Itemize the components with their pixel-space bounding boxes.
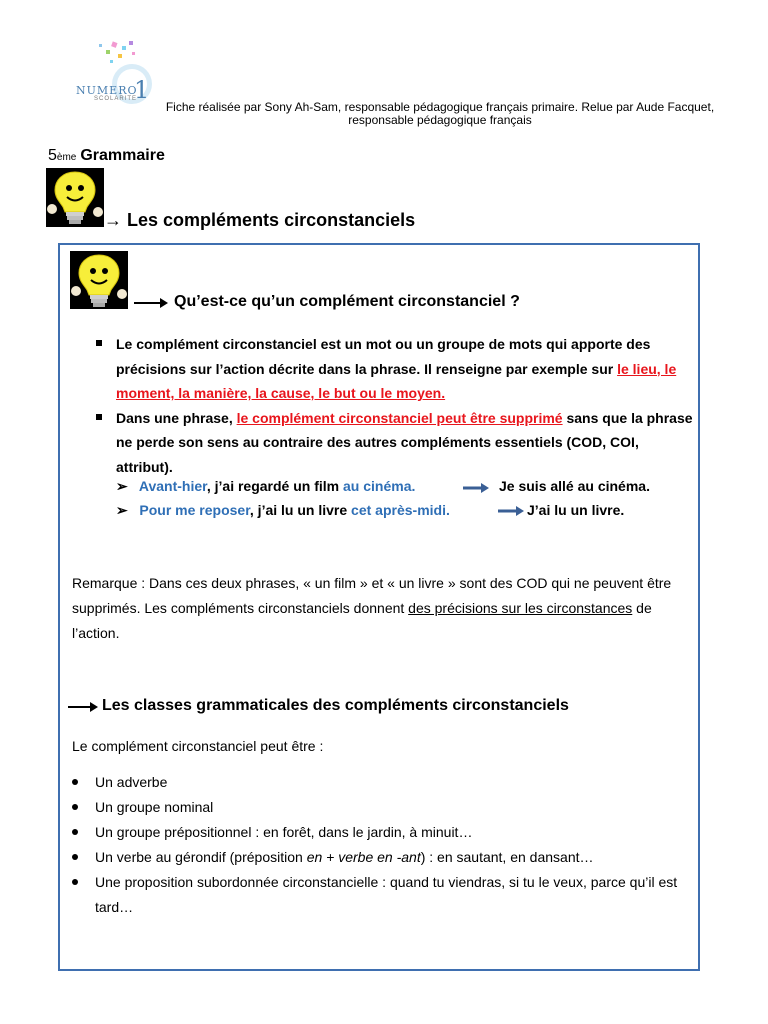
- list-item: Un verbe au gérondif (préposition en + verbe en -ant) : en sautant, en dansant…: [72, 845, 692, 870]
- remark-underlined: des précisions sur les circonstances: [408, 600, 633, 616]
- example-row: [116, 478, 415, 495]
- example-row: [116, 502, 450, 519]
- title-arrow: →: [104, 210, 122, 230]
- example-middle: , j’ai lu un livre: [249, 502, 352, 518]
- example-cc: cet après-midi.: [351, 502, 450, 518]
- list-item: [96, 406, 696, 480]
- example-cc: Pour me reposer: [139, 502, 250, 518]
- lightbulb-icon: [70, 251, 128, 309]
- level-label: [48, 147, 165, 165]
- example-result: J’ai lu un livre.: [527, 502, 625, 518]
- section1-heading-text: Qu’est-ce qu’un complément circonstanciel ?: [174, 293, 520, 310]
- logo-number: 1: [134, 76, 150, 104]
- arrow-right-icon: [463, 483, 489, 493]
- example-cc: au cinéma.: [343, 478, 416, 494]
- definition-list: [96, 332, 696, 479]
- remark-text-end: de l’action.: [72, 600, 652, 641]
- subject-label: Grammaire: [80, 147, 165, 164]
- page-title: [104, 210, 415, 231]
- classes-list: [72, 770, 692, 920]
- list-item: Un adverbe: [72, 770, 692, 795]
- bullet2-highlight: le complément circonstanciel peut être supprimé: [236, 409, 563, 426]
- example-marker: ➢: [116, 502, 128, 518]
- example-middle: , j’ai regardé un film: [206, 478, 343, 494]
- lightbulb-icon: [46, 168, 104, 227]
- level-number: 5: [48, 147, 57, 164]
- level-suffix: ème: [56, 152, 77, 163]
- logo-word: NUMERO: [76, 84, 138, 97]
- title-text: Les compléments circonstanciels: [127, 210, 416, 230]
- section2-heading: Les classes grammaticales des compléments circonstanciels: [102, 697, 569, 714]
- bullet2-text-end: sans que la phrase ne perde son sens au contraire des autres compléments essentiels (COD, COI, attribut).: [116, 409, 693, 475]
- bullet1-text: Le complément circonstanciel est un mot ou un groupe de mots qui apporte des précisions sur l’action décrite dans la phrase. Il renseigne par exemple sur: [116, 336, 651, 377]
- example-marker: ➢: [116, 478, 128, 494]
- remark-paragraph: [72, 571, 682, 646]
- list-item: [96, 332, 696, 406]
- arrow-right-icon: [68, 702, 98, 712]
- bullet1-highlight: le lieu, le moment, la manière, la cause, le but ou le moyen.: [116, 360, 677, 401]
- list-item: Une proposition subordonnée circonstancielle : quand tu viendras, si tu le veux, parce qu’il est tard…: [72, 870, 692, 920]
- bullet2-text: Dans une phrase,: [116, 409, 237, 426]
- arrow-right-icon: [498, 506, 524, 516]
- remark-text: Remarque : Dans ces deux phrases, « un film » et « un livre » sont des COD qui ne peuvent être supprimés. Les compléments circonstanciels donnent: [72, 575, 672, 616]
- logo-subtitle: SCOLARITE: [94, 96, 138, 102]
- list-item: Un groupe nominal: [72, 795, 692, 820]
- example-result: Je suis allé au cinéma.: [499, 478, 650, 494]
- example-cc: Avant-hier: [138, 478, 207, 494]
- credits-text: Fiche réalisée par Sony Ah-Sam, responsable pédagogique français primaire. Relue par Aude Facquet, responsable pédagogique français: [165, 100, 715, 127]
- section2-intro: Le complément circonstanciel peut être :: [72, 738, 324, 754]
- list-item: Un groupe prépositionnel : en forêt, dans le jardin, à minuit…: [72, 820, 692, 845]
- section1-heading: [136, 293, 520, 311]
